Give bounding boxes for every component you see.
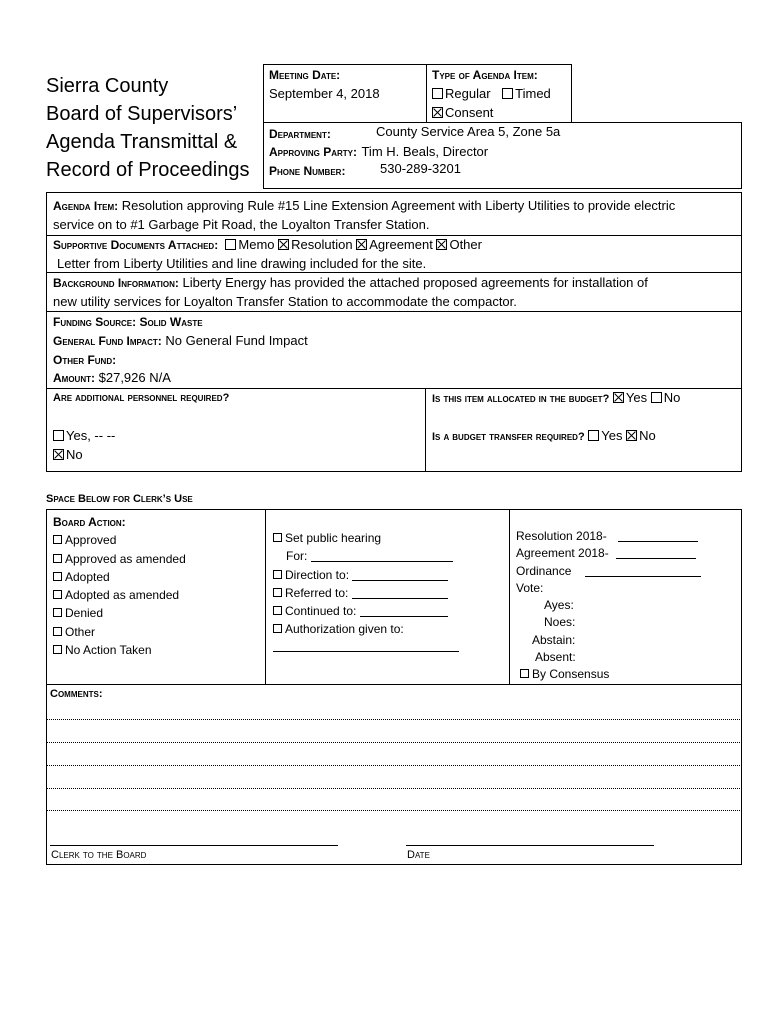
ordinance-field[interactable]	[585, 565, 701, 577]
divider	[46, 311, 742, 312]
action-checkbox[interactable]	[53, 554, 62, 563]
direction-item[interactable]	[273, 566, 453, 584]
set-hearing-checkbox[interactable]	[273, 533, 282, 542]
direction-label: Direction to:	[285, 567, 350, 582]
other-label: Other	[449, 237, 482, 252]
referred-field[interactable]	[352, 587, 448, 599]
referred-checkbox[interactable]	[273, 588, 282, 597]
agenda-type-label: Type of Agenda Item:	[432, 68, 538, 82]
hearing-list	[273, 529, 453, 639]
type-row	[432, 86, 551, 101]
amount-row	[53, 370, 171, 385]
action-checkbox[interactable]	[53, 608, 62, 617]
personnel-yes-checkbox[interactable]	[53, 430, 64, 441]
vote-label: Vote:	[516, 580, 544, 595]
agreement-number-field[interactable]	[616, 547, 696, 559]
title-line: Agenda Transmittal &	[46, 131, 238, 153]
authorization-field[interactable]	[273, 651, 459, 652]
amount-value: $27,926 N/A	[98, 370, 171, 385]
action-label: Denied	[65, 606, 104, 621]
memo-checkbox[interactable]	[225, 239, 236, 250]
divider	[46, 684, 742, 685]
action-item[interactable]	[53, 641, 186, 659]
personnel-label: Are additional personnel required?	[53, 392, 230, 404]
divider	[46, 272, 742, 273]
set-hearing-label: Set public hearing	[285, 531, 382, 545]
amount-label: Amount:	[53, 371, 95, 385]
divider-vertical	[509, 509, 510, 684]
title-line: Sierra County	[46, 75, 169, 97]
action-item[interactable]	[53, 604, 186, 622]
set-hearing-item[interactable]	[273, 529, 453, 547]
supporting-docs-label: Supportive Documents Attached:	[53, 238, 219, 252]
gf-impact-row	[53, 333, 308, 348]
gf-impact-value: No General Fund Impact	[165, 333, 308, 348]
form-title	[46, 72, 249, 184]
divider-vertical	[425, 388, 426, 472]
divider	[46, 235, 742, 236]
personnel-yes-label: Yes, -- --	[66, 428, 116, 443]
comment-line[interactable]	[46, 719, 740, 720]
for-label: For:	[286, 549, 308, 564]
clerk-signature-line[interactable]	[50, 845, 338, 846]
direction-field[interactable]	[352, 569, 448, 581]
action-checkbox[interactable]	[53, 535, 62, 544]
resolution-checkbox[interactable]	[278, 239, 289, 250]
referred-label: Referred to:	[285, 585, 349, 600]
transfer-label: Is a budget transfer required?	[432, 431, 585, 443]
regular-checkbox[interactable]	[432, 88, 443, 99]
consensus-item[interactable]	[516, 666, 701, 683]
phone-label: Phone Number:	[269, 164, 346, 178]
title-line: Record of Proceedings	[46, 159, 250, 181]
consent-row	[432, 105, 493, 120]
transfer-no-label: No	[639, 428, 656, 443]
for-field[interactable]	[311, 550, 453, 562]
authorization-item[interactable]	[273, 620, 453, 638]
action-label: Other	[65, 624, 96, 639]
allocated-no-label: No	[663, 390, 681, 405]
background-text: Liberty Energy has provided the attached proposed agreements for installation of	[182, 275, 648, 290]
other-fund-label: Other Fund:	[53, 353, 117, 367]
personnel-yes-row	[53, 428, 115, 443]
agenda-item-text: Resolution approving Rule #15 Line Extension Agreement with Liberty Utilities to provide electric	[121, 198, 676, 213]
background-row	[53, 275, 648, 290]
allocated-no-checkbox[interactable]	[651, 392, 662, 403]
action-checkbox[interactable]	[53, 572, 62, 581]
ordinance-label: Ordinance	[516, 563, 572, 578]
comment-line[interactable]	[46, 765, 740, 766]
authorization-label: Authorization given to:	[285, 622, 404, 637]
personnel-no-label: No	[66, 447, 83, 462]
action-label: Adopted as amended	[65, 588, 180, 603]
absent-label: Absent:	[535, 650, 576, 665]
title-line: Board of Supervisors’	[46, 103, 238, 125]
action-label: Approved as amended	[65, 551, 186, 566]
clerk-label: Clerk to the Board	[51, 849, 147, 861]
resolution-number-label: Resolution 2018-	[516, 529, 607, 543]
allocated-yes-checkbox[interactable]	[613, 392, 624, 403]
date-label: Date	[407, 849, 430, 861]
for-row	[273, 547, 453, 565]
regular-label: Regular	[445, 86, 491, 101]
funding-source: Funding Source: Solid Waste	[53, 315, 203, 329]
action-item[interactable]	[53, 531, 186, 549]
allocated-label: Is this item allocated in the budget?	[432, 393, 610, 405]
consensus-checkbox[interactable]	[520, 669, 529, 678]
board-action-list	[53, 513, 186, 659]
comment-line[interactable]	[46, 788, 740, 789]
comment-line[interactable]	[46, 810, 740, 811]
action-checkbox[interactable]	[53, 645, 62, 654]
approving-label: Approving Party:	[269, 145, 358, 159]
other-checkbox[interactable]	[436, 239, 447, 250]
transfer-yes-label: Yes	[601, 428, 623, 443]
comments-label: Comments:	[50, 688, 103, 700]
authorization-checkbox[interactable]	[273, 624, 282, 633]
meeting-date-value: September 4, 2018	[269, 86, 380, 101]
agreement-checkbox[interactable]	[356, 239, 367, 250]
supporting-note: Letter from Liberty Utilities and line drawing included for the site.	[57, 256, 427, 271]
ordinance-row	[516, 563, 701, 580]
department-label: Department:	[269, 127, 331, 141]
phone-value: 530-289-3201	[380, 161, 461, 176]
continued-checkbox[interactable]	[273, 606, 282, 615]
consensus-label: By Consensus	[532, 667, 610, 682]
action-label: Approved	[65, 533, 117, 548]
agenda-item-label: Agenda Item:	[53, 199, 119, 213]
personnel-no-checkbox[interactable]	[53, 449, 64, 460]
agenda-item-text-2: service on to #1 Garbage Pit Road, the Loyalton Transfer Station.	[53, 217, 430, 232]
timed-label: Timed	[515, 86, 551, 101]
agreement-number-label: Agreement 2018-	[516, 546, 609, 561]
meeting-date-label: Meeting Date:	[269, 68, 341, 82]
approving-row	[269, 143, 488, 161]
approving-value: Tim H. Beals, Director	[361, 144, 489, 159]
timed-checkbox[interactable]	[502, 88, 513, 99]
allocated-row	[432, 390, 680, 405]
referred-item[interactable]	[273, 584, 453, 602]
supporting-docs-row	[53, 237, 482, 252]
agreement-row	[516, 545, 701, 562]
transfer-yes-checkbox[interactable]	[588, 430, 599, 441]
action-item[interactable]	[53, 586, 186, 604]
agenda-item-row	[53, 198, 675, 213]
transfer-no-checkbox[interactable]	[626, 430, 637, 441]
resolution-label: Resolution	[291, 237, 353, 252]
action-checkbox[interactable]	[53, 590, 62, 599]
department-value: County Service Area 5, Zone 5a	[376, 124, 561, 139]
action-item[interactable]	[53, 568, 186, 586]
action-item[interactable]	[53, 550, 186, 568]
gf-impact-label: General Fund Impact:	[53, 334, 162, 348]
divider	[46, 388, 742, 389]
clerk-section-label: Space Below for Clerk’s Use	[46, 493, 193, 505]
comment-line[interactable]	[46, 742, 740, 743]
resolution-number-field[interactable]	[618, 530, 698, 542]
board-action-label: Board Action:	[53, 515, 126, 529]
action-checkbox[interactable]	[53, 627, 62, 636]
continued-field[interactable]	[360, 605, 448, 617]
vote-block	[516, 528, 701, 684]
allocated-yes-label: Yes	[625, 390, 648, 405]
consent-label: Consent	[445, 105, 494, 120]
continued-item[interactable]	[273, 602, 453, 620]
agreement-label: Agreement	[369, 237, 433, 252]
action-label: No Action Taken	[65, 643, 152, 658]
consent-checkbox[interactable]	[432, 107, 443, 118]
resolution-row	[516, 528, 701, 545]
noes-label: Noes:	[544, 615, 576, 630]
transfer-row	[432, 428, 656, 443]
abstain-label: Abstain:	[532, 632, 576, 647]
action-item[interactable]	[53, 623, 186, 641]
direction-checkbox[interactable]	[273, 570, 282, 579]
date-line[interactable]	[406, 845, 654, 846]
personnel-no-row	[53, 447, 83, 462]
memo-label: Memo	[238, 237, 275, 252]
background-text-2: new utility services for Loyalton Transfer Station to accommodate the compactor.	[53, 294, 517, 309]
continued-label: Continued to:	[285, 604, 357, 619]
ayes-label: Ayes:	[544, 598, 574, 613]
background-label: Background Information:	[53, 276, 179, 290]
action-label: Adopted	[65, 569, 110, 584]
divider-vertical	[265, 509, 266, 684]
